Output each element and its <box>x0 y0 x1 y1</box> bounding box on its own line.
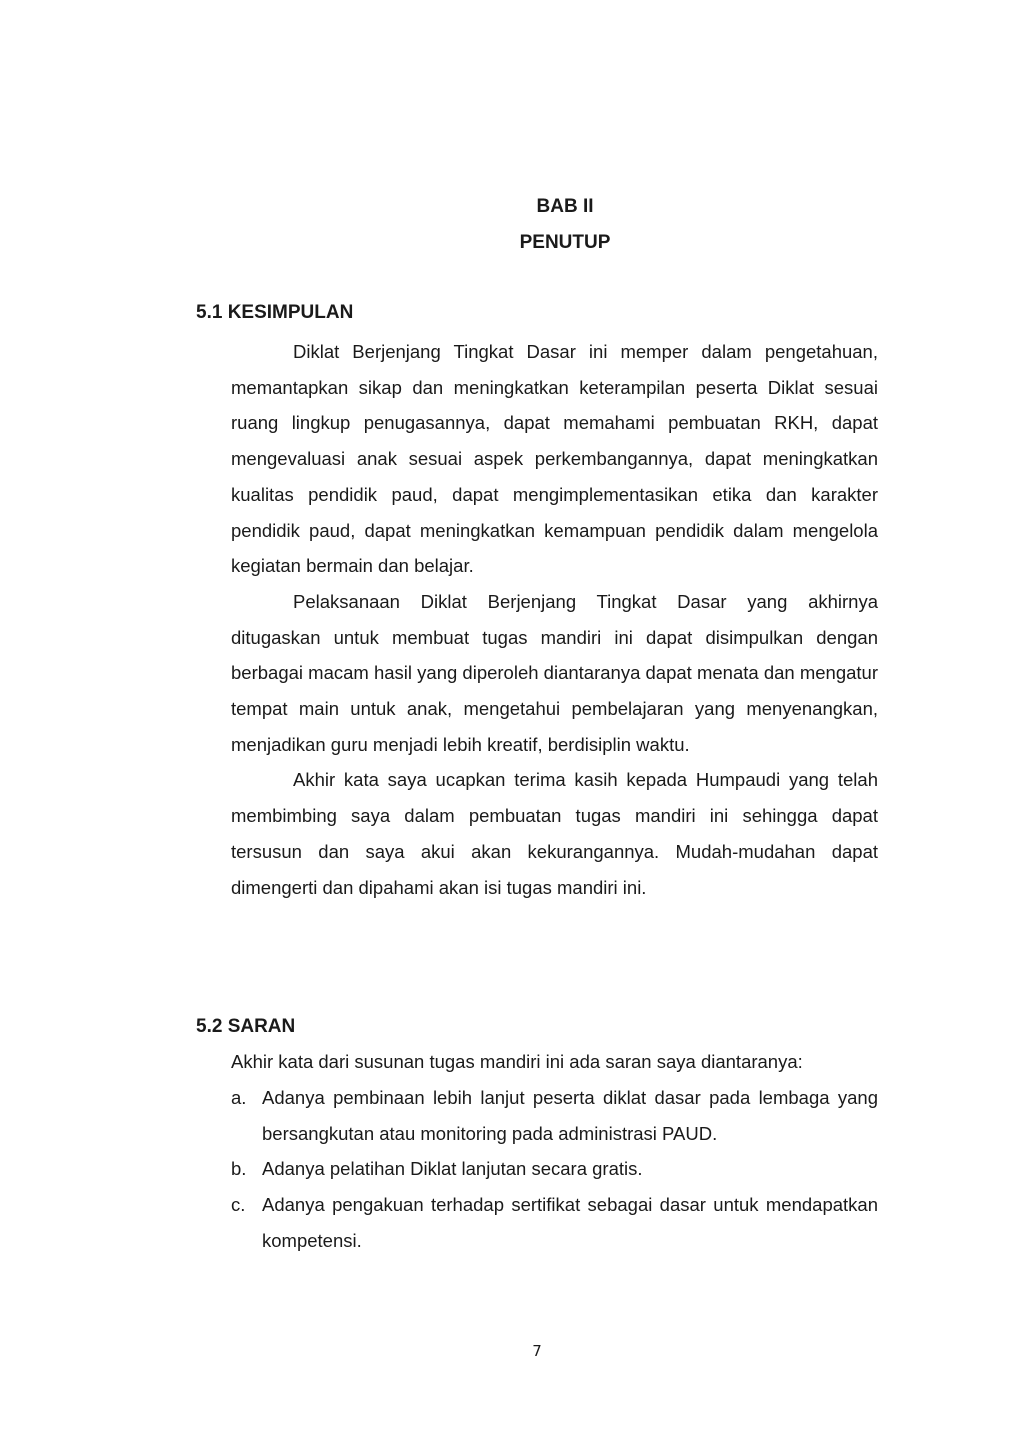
chapter-label: BAB II <box>536 196 594 217</box>
list-marker: c. <box>231 1194 246 1216</box>
list-marker: b. <box>231 1158 247 1180</box>
kesimpulan-body <box>231 334 878 905</box>
list-marker: a. <box>231 1087 247 1108</box>
page-number: 7 <box>532 1342 542 1360</box>
paragraph: Pelaksanaan Diklat Berjenjang Tingkat Dasar yang akhirnya ditugaskan untuk membuat tugas mandiri ini dapat disimpulkan dengan berbagai macam hasil yang diperoleh diantaranya dapat menata dan mengatur tempat main untuk anak, mengetahui pembelajaran yang menyenangkan, menjadikan guru menjadi lebih kreatif, berdisiplin waktu. <box>231 590 878 755</box>
list-item-text: Adanya pembinaan lebih lanjut peserta diklat dasar pada lembaga yang bersangkutan atau monitoring pada administrasi PAUD. <box>262 1087 878 1144</box>
list-item <box>231 1080 878 1151</box>
saran-list <box>231 1080 878 1259</box>
section-heading-saran: 5.2 SARAN <box>196 1016 296 1037</box>
chapter-title: PENUTUP <box>519 232 611 253</box>
section-heading-kesimpulan: 5.1 KESIMPULAN <box>196 302 354 323</box>
list-item-text: Adanya pelatihan Diklat lanjutan secara gratis. <box>262 1158 643 1180</box>
saran-intro: Akhir kata dari susunan tugas mandiri ini ada saran saya diantaranya: <box>231 1051 803 1072</box>
list-item-text: Adanya pengakuan terhadap sertifikat sebagai dasar untuk mendapatkan kompetensi. <box>262 1194 878 1251</box>
list-item <box>231 1151 878 1187</box>
paragraph: Akhir kata saya ucapkan terima kasih kepada Humpaudi yang telah membimbing saya dalam pembuatan tugas mandiri ini sehingga dapat tersusun dan saya akui akan kekurangannya. Mudah-mudahan dapat dimengerti dan dipahami akan isi tugas mandiri ini. <box>231 769 878 898</box>
paragraph: Diklat Berjenjang Tingkat Dasar ini memper dalam pengetahuan, memantapkan sikap dan meningkatkan keterampilan peserta Diklat sesuai ruang lingkup penugasannya, dapat memahami pembuatan RKH, dapat mengevaluasi anak sesuai aspek perkembangannya, dapat meningkatkan kualitas pendidik paud, dapat mengimplementasikan etika dan karakter pendidik paud, dapat meningkatkan kemampuan pendidik dalam mengelola kegiatan bermain dan belajar. <box>231 341 878 577</box>
list-item <box>231 1187 878 1258</box>
